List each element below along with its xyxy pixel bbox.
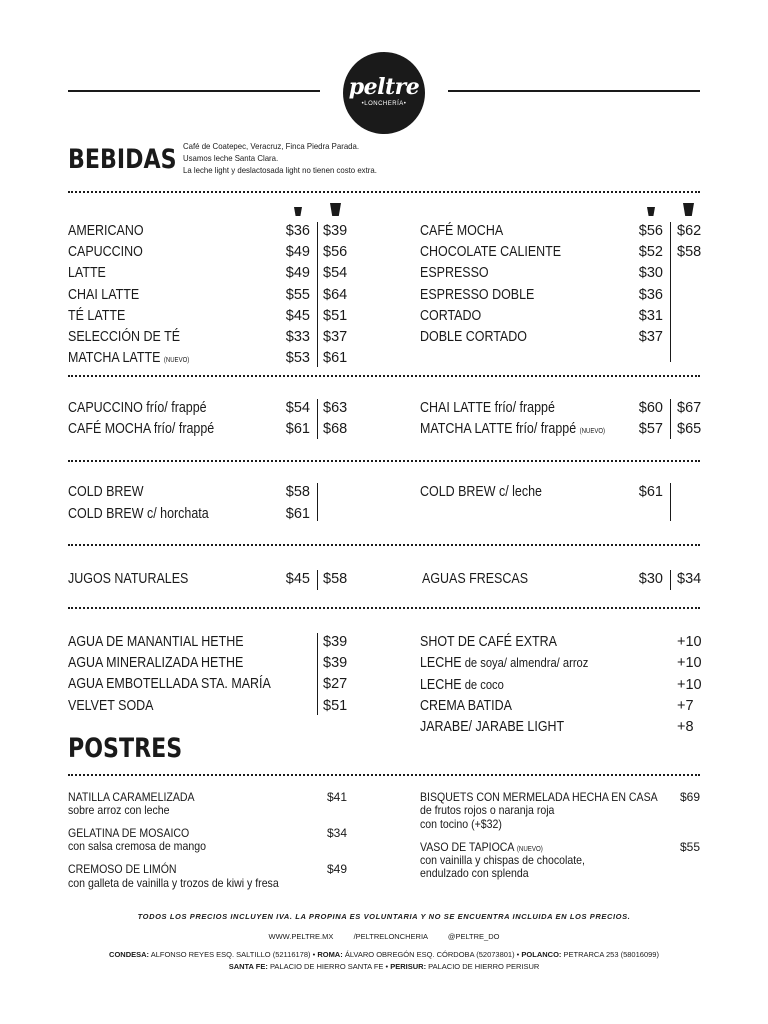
price-small: $31 [638,308,663,324]
footer-disclaimer [0,912,768,922]
price-small: $36 [638,287,663,303]
list-item: CHAI LATTE frío/ frappé [420,400,555,416]
location-address: PETRARCA 253 (58016099) [561,950,659,959]
list-item: JUGOS NATURALES [68,571,189,587]
price-large: $65 [677,421,702,437]
list-item: LATTE [68,265,106,281]
price-large: $62 [677,223,702,239]
list-item: CAFÉ MOCHA frío/ frappé [68,421,215,437]
price-small: $37 [638,329,663,345]
new-tag: (NUEVO) [516,846,543,853]
list-item: TÉ LATTE [68,308,126,324]
list-item: COLD BREW c/ horchata [68,506,209,522]
price-separator [670,222,671,362]
item-name: MATCHA LATTE frío/ frappé [420,421,577,437]
price-large: $58 [323,571,348,587]
bebidas-title: BEBIDAS [68,144,177,175]
list-item: JARABE/ JARABE LIGHT [420,719,565,735]
price-small: $30 [638,571,663,587]
price-small: $54 [285,400,310,416]
list-item: SELECCIÓN DE TÉ [68,329,181,345]
dessert-description: con galleta de vainilla y trozos de kiwi y fresa [68,876,279,890]
list-item: CAFÉ MOCHA [420,223,504,239]
footer-locations-2 [0,962,768,972]
list-item [420,676,504,694]
postres-title: POSTRES [68,733,183,764]
price-large: $56 [323,244,348,260]
price-small: $49 [285,265,310,281]
price-large: $64 [323,287,348,303]
list-item: CHAI LATTE [68,287,140,303]
price-separator [670,570,671,590]
price: $39 [323,655,348,671]
location-label: POLANCO: [521,950,562,959]
list-item: SHOT DE CAFÉ EXTRA [420,634,557,650]
divider [68,544,700,546]
disclaimer-text: TODOS LOS PRECIOS INCLUYEN IVA. LA PROPINA ES VOLUNTARIA Y NO SE ENCUENTRA INCLUIDA EN LOS PRECIOS. [137,912,631,921]
price-separator [317,399,318,439]
price-large: $67 [677,400,702,416]
price-separator [670,483,671,521]
list-item: VELVET SODA [68,698,154,714]
item-name: MATCHA LATTE [68,350,161,366]
list-item: AGUA MINERALIZADA HETHE [68,655,244,671]
price-small: $56 [638,223,663,239]
list-item: ESPRESSO DOBLE [420,287,535,303]
price-small: $36 [285,223,310,239]
price-large: $63 [323,400,348,416]
divider [68,774,700,776]
location-address: ALFONSO REYES ESQ. SALTILLO (52116178) • [149,950,318,959]
location-address: PALACIO DE HIERRO SANTA FE • [267,962,391,971]
price-separator [317,483,318,521]
price-small: $61 [285,506,310,522]
dessert-price: $55 [680,840,701,854]
price: $27 [323,676,348,692]
price-separator [317,570,318,590]
price: +10 [677,655,702,671]
list-item: CAPUCCINO [68,244,143,260]
price-large: $58 [677,244,702,260]
list-item: CREMA BATIDA [420,698,512,714]
location-address: ÁLVARO OBREGÓN ESQ. CÓRDOBA (52073801) • [342,950,522,959]
facebook-link[interactable]: /PELTRELONCHERIA [353,932,428,941]
bebidas-note-3: La leche light y deslactosada light no tienen costo extra. [183,165,377,175]
dessert-description: con vainilla y chispas de chocolate, [420,853,585,867]
footer-web [0,932,768,942]
dessert-price: $34 [327,826,348,840]
new-tag: (NUEVO) [579,428,606,435]
small-cup-icon [294,207,302,216]
list-item: DOBLE CORTADO [420,329,527,345]
price-large: $37 [323,329,348,345]
price-small: $58 [285,484,310,500]
location-label: CONDESA: [109,950,150,959]
item-name: LECHE [420,677,462,693]
website-link[interactable]: WWW.PELTRE.MX [268,932,334,941]
logo-name: peltre [348,74,420,100]
peltre-logo [343,52,425,134]
item-name: LECHE [420,655,462,671]
dessert-description: con salsa cremosa de mango [68,839,206,853]
price-large: $68 [323,421,348,437]
price-small: $60 [638,400,663,416]
list-item [420,654,588,672]
dessert-name: CREMOSO DE LIMÓN [68,862,177,876]
price-large: $39 [323,223,348,239]
dessert-description: endulzado con splenda [420,866,529,880]
divider [68,375,700,377]
price-small: $30 [638,265,663,281]
list-item: COLD BREW [68,484,144,500]
price: $51 [323,698,348,714]
dessert-price: $69 [680,790,701,804]
price-small: $49 [285,244,310,260]
price-separator [317,222,318,367]
price-small: $33 [285,329,310,345]
logo-subtitle: •LONCHERÍA• [361,101,407,107]
price: +10 [677,634,702,650]
small-cup-icon [647,207,655,216]
dessert-description: con tocino (+$32) [420,817,502,831]
price-large: $61 [323,350,348,366]
bebidas-note-2: Usamos leche Santa Clara. [183,153,279,163]
header-rule-left [68,90,320,92]
price-small: $45 [285,571,310,587]
dessert-name: BISQUETS CON MERMELADA HECHA EN CASA [420,790,658,804]
price: +8 [677,719,694,735]
instagram-link[interactable]: @PELTRE_DO [447,932,500,941]
list-item: CAPUCCINO frío/ frappé [68,400,207,416]
price-small: $45 [285,308,310,324]
location-label: SANTA FE: [228,962,268,971]
price-small: $61 [638,484,663,500]
divider [68,191,700,193]
price-separator [670,399,671,439]
dessert-price: $41 [327,790,348,804]
list-item: AMERICANO [68,223,144,239]
location-label: ROMA: [317,950,343,959]
bebidas-note-1: Café de Coatepec, Veracruz, Finca Piedra Parada. [183,141,360,151]
list-item: AGUAS FRESCAS [422,571,529,587]
item-detail: de soya/ almendra/ arroz [461,655,589,670]
dessert-name: NATILLA CARAMELIZADA [68,790,195,804]
item-name: VASO DE TAPIOCA [420,840,514,854]
dessert-description: sobre arroz con leche [68,803,170,817]
price-large: $51 [323,308,348,324]
price: +7 [677,698,694,714]
price: $39 [323,634,348,650]
list-item [68,349,189,370]
list-item [420,420,605,441]
footer-locations [0,950,768,960]
price-small: $55 [285,287,310,303]
price: +10 [677,677,702,693]
header-rule-right [448,90,700,92]
divider [68,460,700,462]
list-item: CORTADO [420,308,482,324]
location-address: PALACIO DE HIERRO PERISUR [426,962,540,971]
list-item: COLD BREW c/ leche [420,484,542,500]
large-cup-icon [683,203,694,216]
location-label: PERISUR: [390,962,427,971]
price-large: $54 [323,265,348,281]
dessert-description: de frutos rojos o naranja roja [420,803,555,817]
large-cup-icon [330,203,341,216]
price-large: $34 [677,571,702,587]
price-small: $53 [285,350,310,366]
dessert-name: GELATINA DE MOSAICO [68,826,190,840]
price-small: $52 [638,244,663,260]
list-item: ESPRESSO [420,265,489,281]
item-detail: de coco [461,677,504,692]
price-separator [317,633,318,715]
divider [68,607,700,609]
price-small: $61 [285,421,310,437]
new-tag: (NUEVO) [163,357,190,364]
dessert-price: $49 [327,862,348,876]
price-small: $57 [638,421,663,437]
list-item: AGUA EMBOTELLADA STA. MARÍA [68,676,271,692]
list-item: AGUA DE MANANTIAL HETHE [68,634,244,650]
list-item: CHOCOLATE CALIENTE [420,244,562,260]
